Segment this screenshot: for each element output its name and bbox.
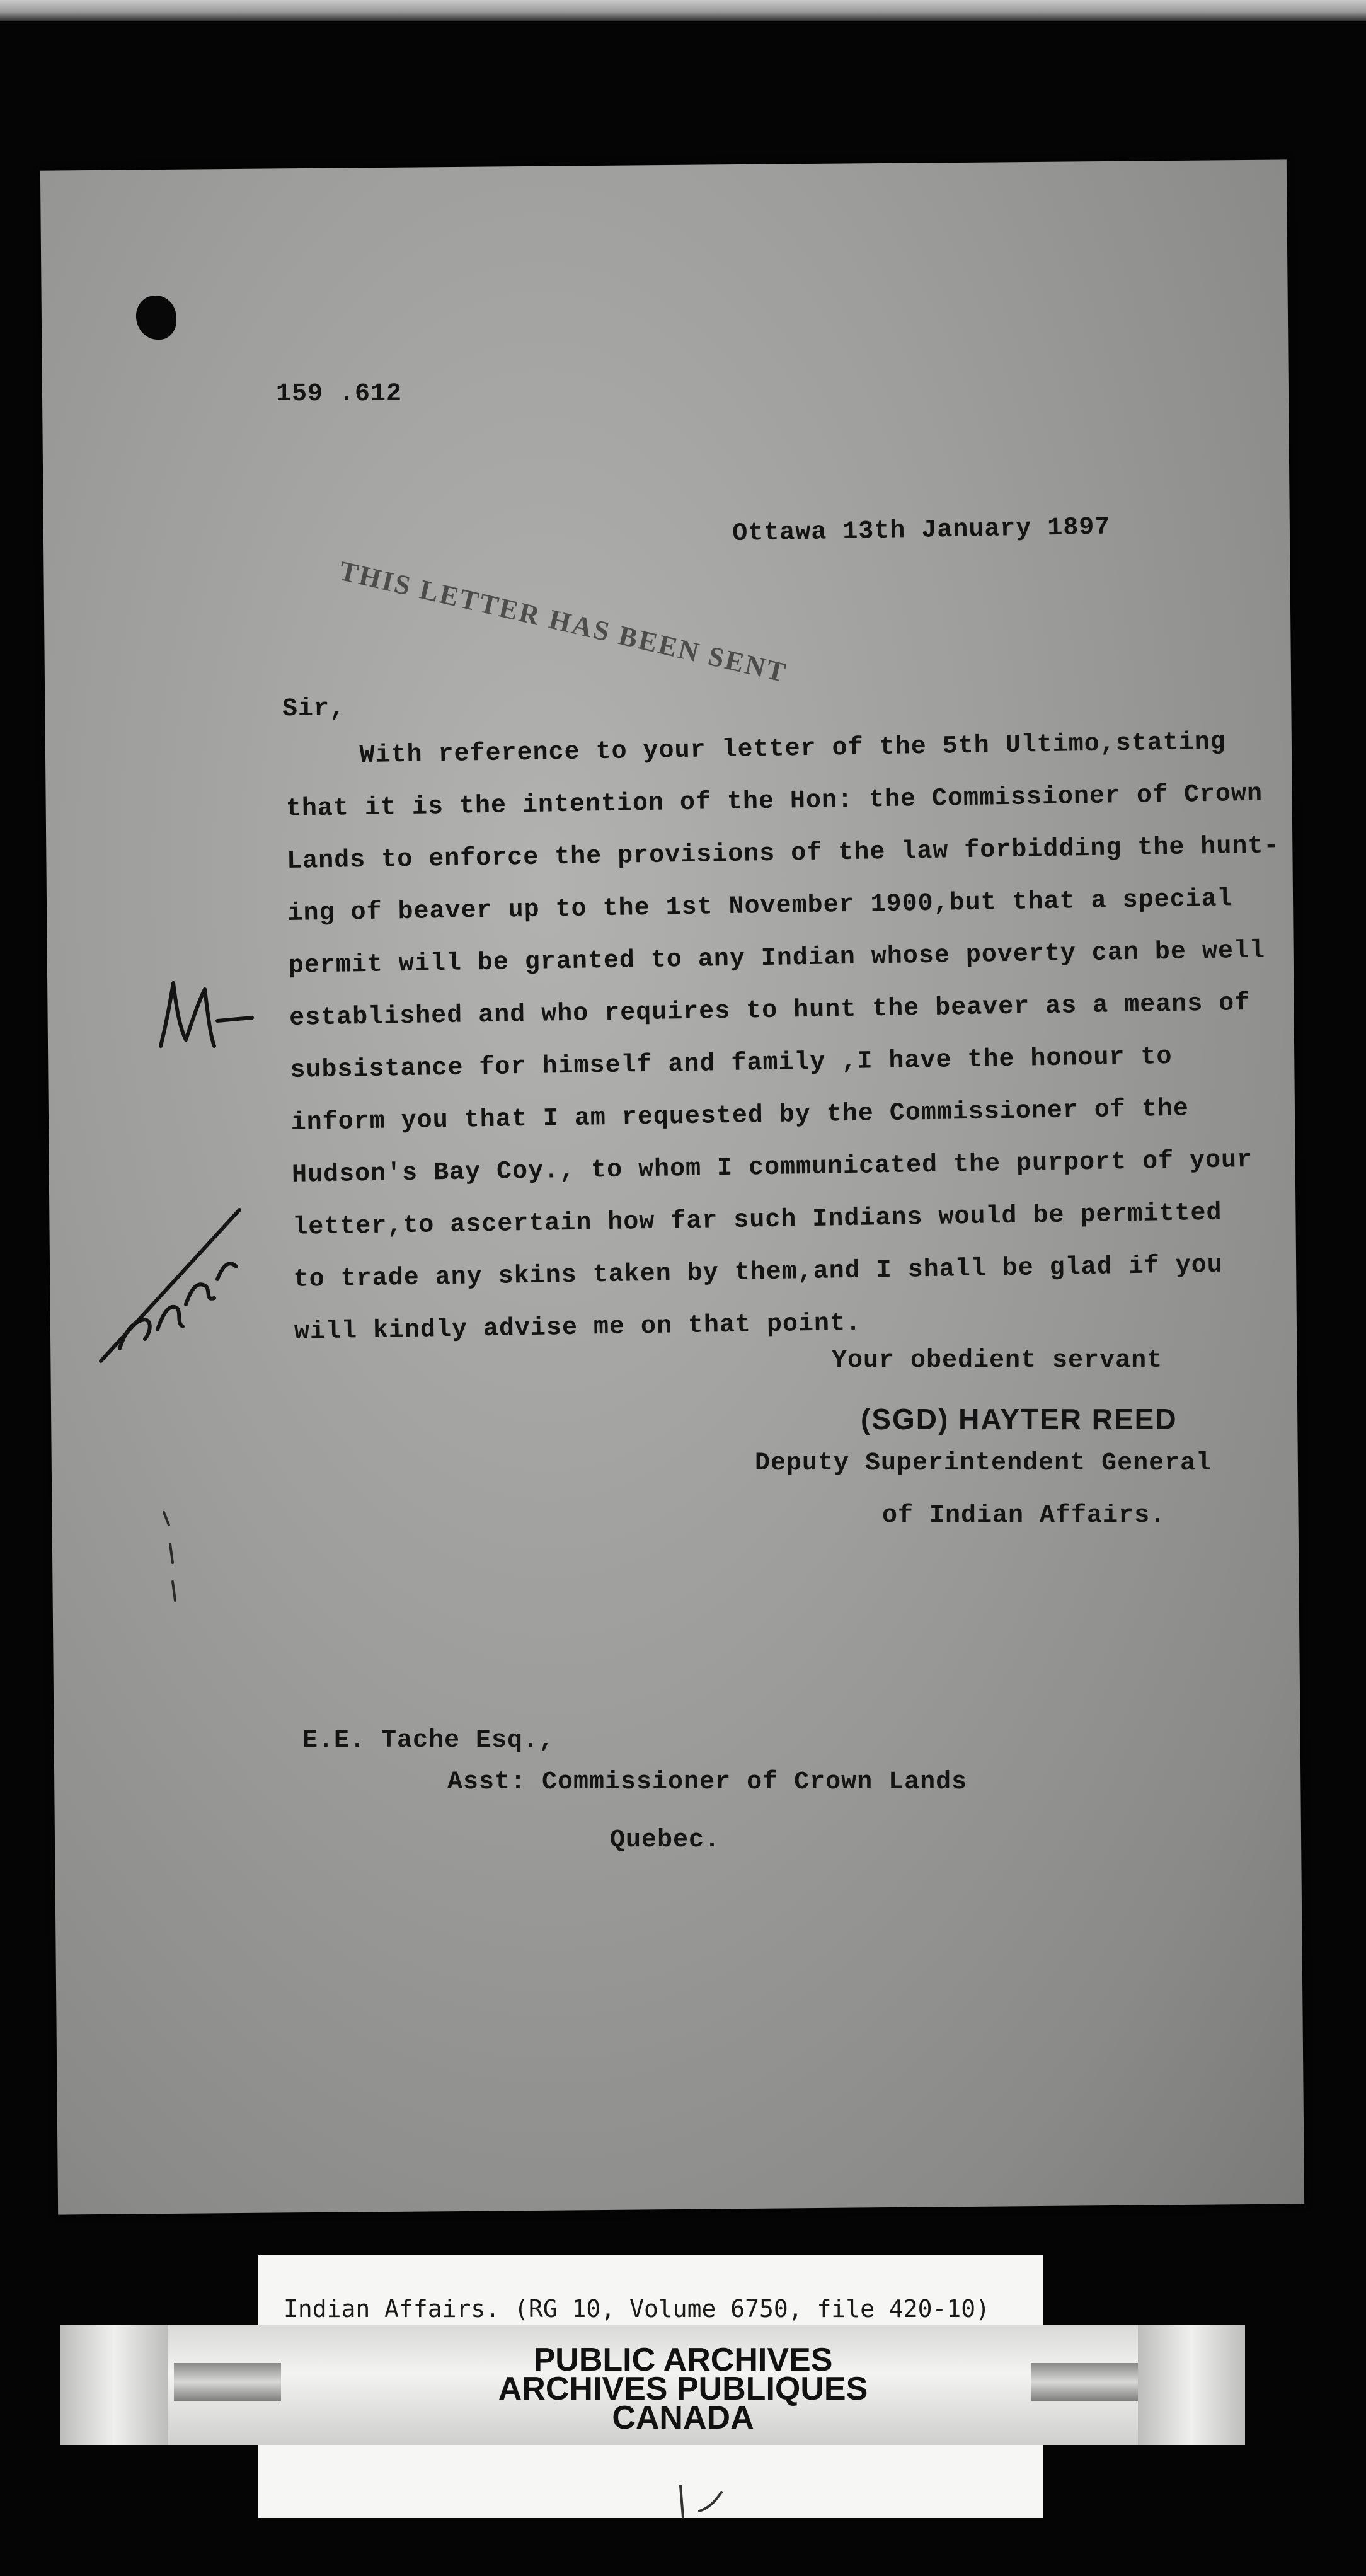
body-line: Lands to enforce the provisions of the law forbidding the hunt- [286, 832, 1280, 876]
letter-body [285, 715, 1287, 1359]
sent-stamp: THIS LETTER HAS BEEN SENT [336, 555, 791, 689]
archives-line-2: ARCHIVES PUBLIQUES [498, 2371, 868, 2407]
addressee-title: Asst: Commissioner of Crown Lands [447, 1768, 968, 1797]
film-edge [0, 0, 1366, 21]
signature-title-1: Deputy Superintendent General [755, 1449, 1212, 1478]
handwritten-annotation-mark [82, 1185, 271, 1386]
addressee-name: E.E. Tache Esq., [302, 1727, 555, 1755]
body-line: permit will be granted to any Indian whose poverty can be well [288, 936, 1266, 980]
handwritten-initials-mark [142, 958, 268, 1084]
addressee-city: Quebec. [610, 1826, 721, 1854]
bottom-pencil-mark [674, 2480, 731, 2524]
date-line: Ottawa 13th January 1897 [732, 513, 1111, 548]
body-line: With reference to your letter of the 5th Ultimo,stating [359, 728, 1227, 771]
body-line: established and who requires to hunt the beaver as a means of [289, 989, 1251, 1033]
body-line: ing of beaver up to the 1st November 1900,but that a special [287, 885, 1233, 928]
body-line: letter,to ascertain how far such Indians would be permitted [292, 1199, 1222, 1242]
salutation: Sir, [282, 695, 346, 723]
body-line: inform you that I am requested by the Commissioner of the [290, 1095, 1190, 1137]
body-line: Hudson's Bay Coy., to whom I communicated the purport of your [291, 1146, 1253, 1190]
body-line: to trade any skins taken by them,and I shall be glad if you [293, 1251, 1224, 1294]
body-line: that it is the intention of the Hon: the Commissioner of Crown [285, 779, 1263, 824]
archives-line-3: CANADA [612, 2400, 754, 2436]
body-line: will kindly advise me on that point. [294, 1309, 862, 1347]
reference-number: 159 .612 [276, 380, 403, 408]
closing: Your obedient servant [832, 1347, 1163, 1375]
signature-title-2: of Indian Affairs. [882, 1502, 1166, 1530]
body-line: subsistance for himself and family ,I have the honour to [290, 1042, 1173, 1085]
signature-name: (SGD) HAYTER REED [861, 1403, 1178, 1435]
archive-reference: Indian Affairs. (RG 10, Volume 6750, file 420-10) [284, 2295, 990, 2323]
punch-hole [136, 296, 177, 340]
archives-line-1: PUBLIC ARCHIVES [533, 2342, 833, 2378]
pencil-tick-mark [151, 1506, 189, 1607]
